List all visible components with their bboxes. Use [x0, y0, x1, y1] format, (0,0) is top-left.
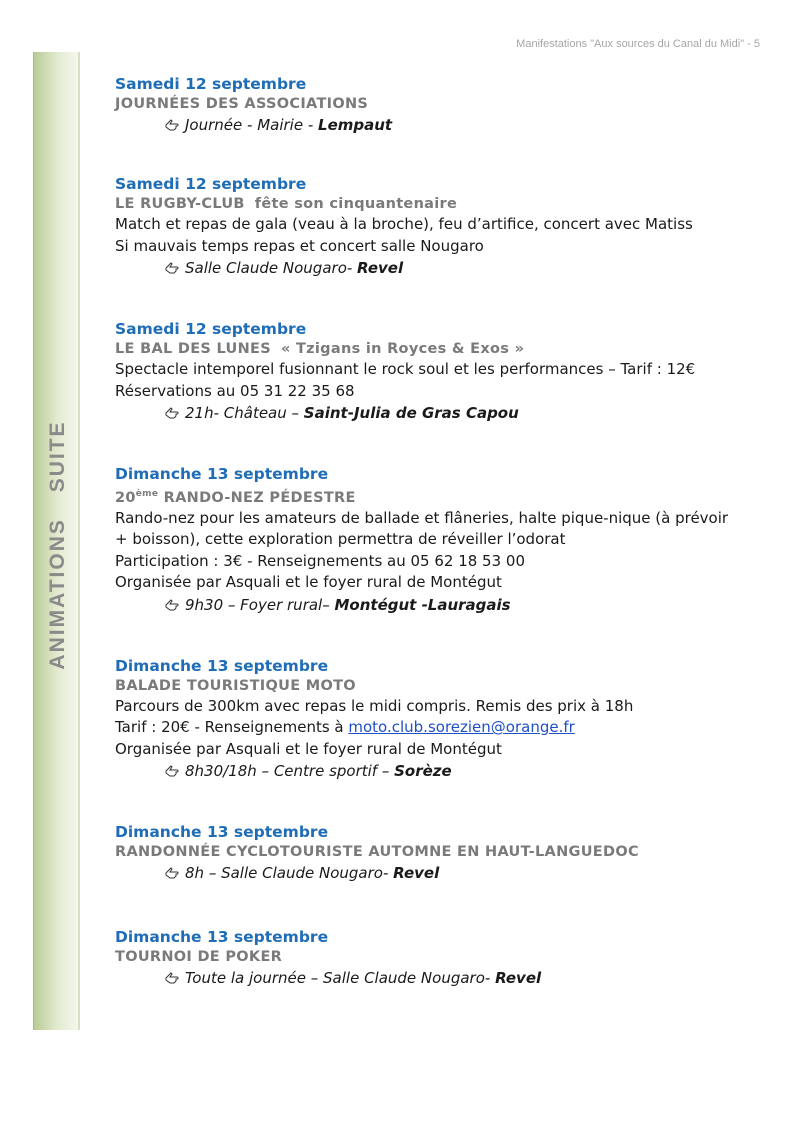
event-description: Rando-nez pour les amateurs de ballade et flâneries, halte pique-nique (à prévoir: [115, 508, 729, 527]
event-tarif-line: [115, 717, 765, 739]
event-location: [165, 862, 765, 884]
event-item: [115, 927, 765, 989]
event-date: Samedi 12 septembre: [115, 75, 307, 93]
event-description: Réservations au 05 31 22 35 68: [115, 381, 355, 400]
event-subtitle: fête son cinquantenaire: [254, 196, 458, 212]
event-description: Parcours de 300km avec repas le midi compris. Remis des prix à 18h: [115, 696, 634, 715]
event-item: [115, 319, 765, 424]
location-prefix: 9h30 – Foyer rural–: [185, 595, 335, 614]
event-date: Samedi 12 septembre: [115, 175, 307, 193]
event-location: [165, 114, 765, 136]
event-location: [165, 257, 765, 279]
event-title: RANDONNÉE CYCLOTOURISTE AUTOMNE EN HAUT-LANGUEDOC: [115, 844, 639, 861]
event-description: Match et repas de gala (veau à la broche), feu d’artifice, concert avec Matiss: [115, 215, 693, 233]
event-title: [115, 339, 765, 359]
event-title: [115, 194, 765, 214]
location-prefix: Salle Claude Nougaro-: [185, 259, 358, 277]
pointing-hand-icon: [165, 972, 179, 984]
pointing-hand-icon: [165, 119, 179, 131]
events-list: [115, 70, 765, 989]
pointing-hand-icon: [165, 262, 179, 274]
location-prefix: Toute la journée – Salle Claude Nougaro-: [185, 969, 496, 988]
location-town: Revel: [495, 969, 542, 988]
event-title: JOURNÉES DES ASSOCIATIONS: [115, 96, 369, 112]
location-prefix: 8h – Salle Claude Nougaro-: [185, 864, 394, 883]
tarif-prefix: Tarif : 20€ - Renseignements à: [115, 718, 349, 737]
location-town: Revel: [393, 864, 440, 883]
event-item: [115, 656, 765, 783]
email-link[interactable]: moto.club.sorezien@orange.fr: [348, 718, 575, 737]
pointing-hand-icon: [165, 867, 179, 879]
pointing-hand-icon: [165, 599, 179, 611]
page-header: Manifestations "Aux sources du Canal du Midi" - 5: [516, 38, 760, 50]
event-description: + boisson), cette exploration permettra de réveiller l’odorat: [115, 530, 566, 549]
event-item: [115, 74, 765, 136]
event-location: [165, 402, 765, 424]
event-subtitle: « Tzigans in Royces & Exos »: [280, 341, 525, 357]
event-title-num: 20: [115, 489, 136, 506]
event-item: [115, 822, 765, 884]
event-date: Dimanche 13 septembre: [115, 465, 329, 483]
event-title-main: LE RUGBY-CLUB: [115, 196, 245, 212]
event-title: [115, 484, 765, 508]
event-location: [165, 594, 765, 616]
location-prefix: Journée - Mairie -: [185, 116, 319, 134]
pointing-hand-icon: [165, 765, 179, 777]
event-description: Organisée par Asquali et le foyer rural de Montégut: [115, 573, 502, 592]
event-item: [115, 464, 765, 616]
event-title: BALADE TOURISTIQUE MOTO: [115, 677, 356, 694]
event-date: Samedi 12 septembre: [115, 320, 307, 338]
location-prefix: 8h30/18h – Centre sportif –: [185, 762, 395, 781]
event-description: Organisée par Asquali et le foyer rural de Montégut: [115, 739, 502, 758]
event-title-sup: ème: [135, 489, 159, 499]
location-town: Montégut -Lauragais: [334, 595, 511, 614]
event-title-main: RANDO-NEZ PÉDESTRE: [163, 489, 356, 506]
location-town: Sorèze: [394, 762, 452, 781]
sidebar-label: ANIMATIONS SUITE: [46, 420, 69, 670]
event-item: [115, 174, 765, 279]
location-town: Lempaut: [318, 116, 393, 134]
event-title-main: LE BAL DES LUNES: [115, 341, 271, 357]
event-description: Participation : 3€ - Renseignements au 05 62 18 53 00: [115, 551, 526, 570]
location-prefix: 21h- Château –: [185, 404, 304, 422]
pointing-hand-icon: [165, 407, 179, 419]
event-location: [165, 760, 765, 782]
event-title: TOURNOI DE POKER: [115, 949, 283, 966]
event-date: Dimanche 13 septembre: [115, 928, 329, 947]
event-location: [165, 967, 765, 989]
location-town: Saint-Julia de Gras Capou: [303, 404, 519, 422]
event-description: Spectacle intemporel fusionnant le rock soul et les performances – Tarif : 12€: [115, 360, 696, 378]
event-date: Dimanche 13 septembre: [115, 656, 329, 675]
event-description: Si mauvais temps repas et concert salle Nougaro: [115, 236, 484, 255]
event-date: Dimanche 13 septembre: [115, 823, 329, 842]
location-town: Revel: [357, 259, 404, 277]
